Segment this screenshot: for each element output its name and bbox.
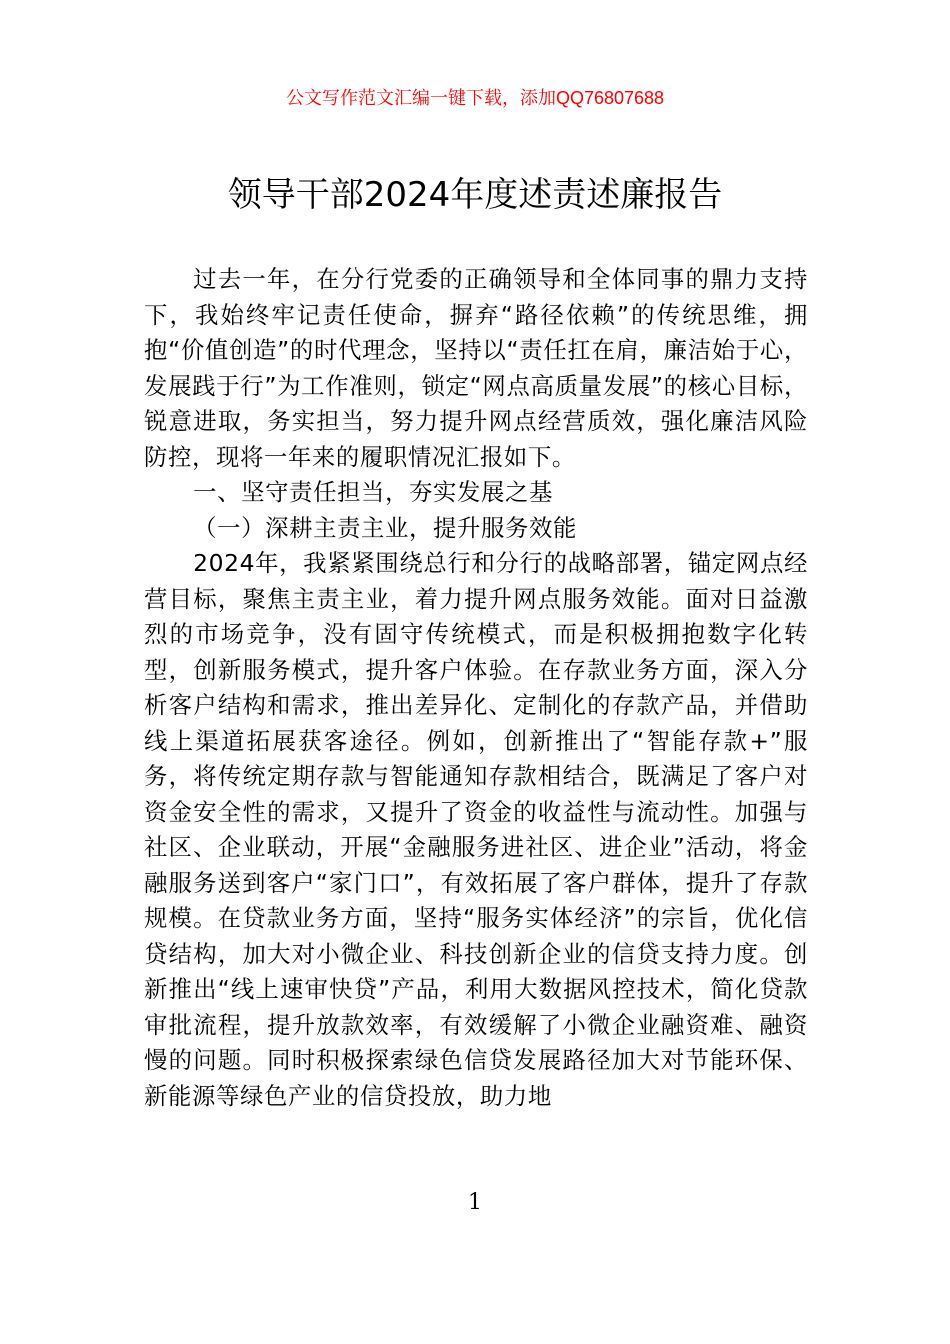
intro-paragraph: 过去一年，在分行党委的正确领导和全体同事的鼎力支持下，我始终牢记责任使命，摒弃“路径依赖”的传统思维，拥抱“价值创造”的时代理念，坚持以“责任扛在肩，廉洁始于心，发展践于行”为工作准则，锁定“网点高质量发展”的核心目标，锐意进取，务实担当，努力提升网点经营质效，强化廉洁风险防控，现将一年来的履职情况汇报如下。 — [144, 265, 808, 471]
section-heading: 一、坚守责任担当，夯实发展之基 — [193, 478, 553, 506]
body-paragraph: 2024年，我紧紧围绕总行和分行的战略部署，锚定网点经营目标，聚焦主责主业，着力提升网点服务效能。面对日益激烈的市场竞争，没有固守传统模式，而是积极拥抱数字化转型，创新服务模式，提升客户体验。在存款业务方面，深入分析客户结构和需求，推出差异化、定制化的存款产品，并借助线上渠道拓展获客途径。例如，创新推出了“智能存款+”服务，将传统定期存款与智能通知存款相结合，既满足了客户对资金安全性的需求，又提升了资金的收益性与流动性。加强与社区、企业联动，开展“金融服务进社区、进企业”活动，将金融服务送到客户“家门口”，有效拓展了客户群体，提升了存款规模。在贷款业务方面，坚持“服务实体经济”的宗旨，优化信贷结构，加大对小微企业、科技创新企业的信贷支持力度。创新推出“线上速审快贷”产品，利用大数据风控技术，简化贷款审批流程，提升放款效率，有效缓解了小微企业融资难、融资慢的问题。同时积极探索绿色信贷发展路径加大对节能环保、新能源等绿色产业的信贷投放，助力地 — [144, 549, 808, 1110]
subsection-heading: （一）深耕主责主业，提升服务效能 — [193, 513, 577, 542]
page-number: 1 — [468, 1190, 482, 1215]
header-promo-note: 公文写作范文汇编一键下载，添加QQ76807688 — [285, 88, 665, 108]
document-title: 领导干部2024年度述责述廉报告 — [227, 175, 723, 215]
document-body — [144, 262, 808, 1114]
